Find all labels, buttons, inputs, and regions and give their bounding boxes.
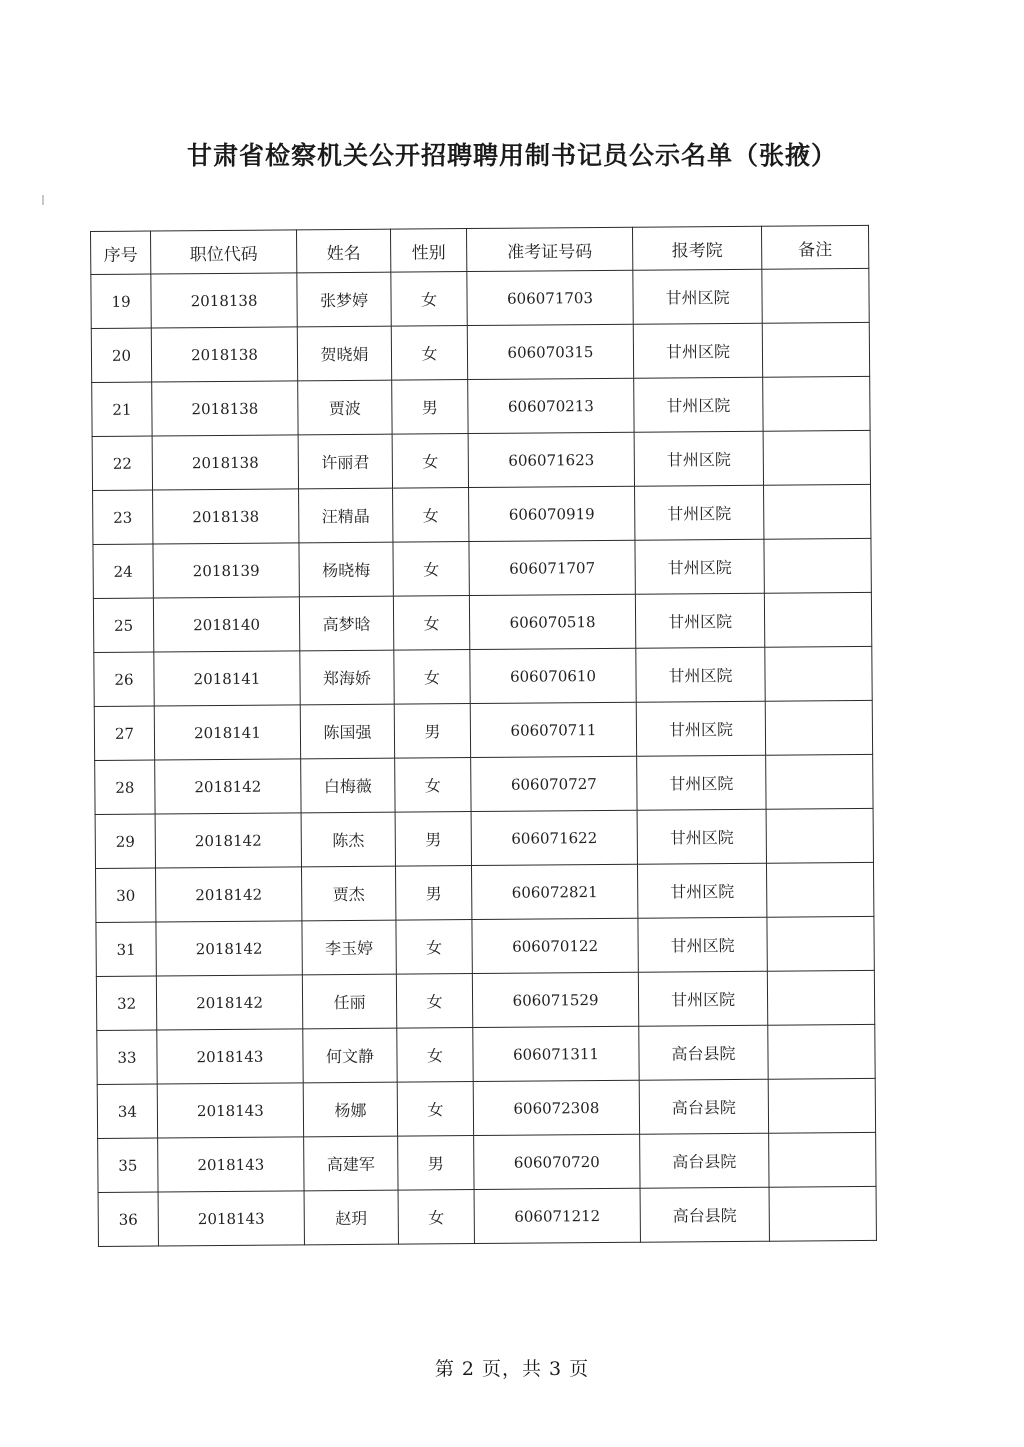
header-exam-id: 准考证号码: [466, 227, 632, 271]
cell-position-code: 2018142: [155, 759, 301, 814]
header-seq: 序号: [91, 231, 151, 274]
cell-position-code: 2018143: [157, 1083, 303, 1138]
cell-gender: 女: [391, 272, 467, 327]
cell-seq: 24: [93, 544, 153, 598]
table-row: [97, 1078, 875, 1138]
roster-table-container: [90, 225, 876, 1247]
table-row: [92, 376, 870, 436]
cell-name: 郑海娇: [300, 650, 394, 705]
cell-position-code: 2018138: [151, 327, 297, 382]
cell-seq: 23: [93, 490, 153, 544]
table-row: [98, 1132, 876, 1192]
cell-court: 甘州区院: [637, 863, 766, 918]
cell-remark: [768, 1024, 875, 1079]
cell-gender: 男: [392, 380, 468, 435]
cell-exam-id: 606070711: [470, 702, 636, 757]
cell-seq: 34: [97, 1084, 157, 1138]
table-row: [93, 484, 871, 544]
cell-position-code: 2018142: [155, 813, 301, 868]
cell-remark: [764, 592, 871, 647]
cell-exam-id: 606072308: [473, 1080, 639, 1135]
cell-remark: [769, 1132, 876, 1187]
cell-seq: 21: [92, 382, 152, 436]
page-number-footer: 第 2 页，共 3 页: [434, 1358, 590, 1380]
cell-seq: 35: [98, 1138, 158, 1192]
cell-gender: 男: [395, 866, 471, 921]
cell-gender: 女: [393, 542, 469, 597]
cell-position-code: 2018142: [156, 921, 302, 976]
cell-court: 高台县院: [640, 1187, 769, 1242]
scan-margin-mark: [42, 195, 44, 205]
cell-court: 甘州区院: [636, 647, 765, 702]
cell-court: 高台县院: [640, 1133, 769, 1188]
table-row: [95, 754, 873, 814]
cell-position-code: 2018138: [153, 489, 299, 544]
cell-court: 甘州区院: [633, 323, 762, 378]
cell-seq: 26: [94, 652, 154, 706]
cell-court: 甘州区院: [637, 809, 766, 864]
cell-exam-id: 606071212: [474, 1188, 640, 1243]
cell-gender: 女: [393, 596, 469, 651]
cell-court: 甘州区院: [637, 755, 766, 810]
cell-remark: [768, 1078, 875, 1133]
header-remark: 备注: [761, 225, 868, 269]
cell-exam-id: 606070122: [472, 918, 638, 973]
cell-remark: [762, 268, 869, 323]
cell-position-code: 2018142: [156, 867, 302, 922]
table-row: [93, 592, 871, 652]
cell-seq: 25: [93, 598, 153, 652]
cell-gender: 女: [396, 974, 472, 1029]
cell-name: 许丽君: [298, 434, 392, 489]
cell-seq: 31: [96, 922, 156, 976]
cell-court: 甘州区院: [633, 269, 762, 324]
cell-exam-id: 606071623: [468, 432, 634, 487]
cell-court: 高台县院: [639, 1025, 768, 1080]
cell-gender: 女: [397, 1082, 473, 1137]
cell-name: 任丽: [302, 974, 396, 1029]
cell-seq: 20: [91, 328, 151, 382]
table-row: [94, 700, 872, 760]
cell-exam-id: 606070518: [469, 594, 635, 649]
table-row: [96, 916, 874, 976]
cell-gender: 女: [393, 488, 469, 543]
cell-exam-id: 606071529: [472, 972, 638, 1027]
cell-remark: [766, 862, 873, 917]
header-court: 报考院: [632, 226, 761, 270]
cell-remark: [764, 538, 871, 593]
cell-name: 高梦晗: [299, 596, 393, 651]
cell-exam-id: 606070213: [468, 378, 634, 433]
table-body: [91, 268, 877, 1246]
cell-exam-id: 606071703: [467, 270, 633, 325]
table-row: [96, 862, 874, 922]
cell-exam-id: 606070919: [469, 486, 635, 541]
cell-court: 甘州区院: [635, 539, 764, 594]
cell-remark: [766, 808, 873, 863]
cell-seq: 33: [97, 1030, 157, 1084]
cell-gender: 女: [397, 1028, 473, 1083]
cell-remark: [762, 322, 869, 377]
cell-name: 汪精晶: [299, 488, 393, 543]
table-row: [94, 646, 872, 706]
cell-court: 高台县院: [639, 1079, 768, 1134]
cell-name: 李玉婷: [302, 920, 396, 975]
cell-gender: 女: [394, 650, 470, 705]
cell-seq: 27: [94, 706, 154, 760]
cell-name: 何文静: [303, 1028, 397, 1083]
cell-remark: [765, 646, 872, 701]
table-row: [92, 430, 870, 490]
table-row: [91, 322, 869, 382]
cell-court: 甘州区院: [634, 377, 763, 432]
cell-name: 贺晓娟: [297, 326, 391, 381]
cell-exam-id: 606071707: [469, 540, 635, 595]
cell-gender: 女: [391, 326, 467, 381]
header-position-code: 职位代码: [151, 230, 297, 274]
cell-remark: [765, 700, 872, 755]
cell-seq: 29: [95, 814, 155, 868]
cell-position-code: 2018139: [153, 543, 299, 598]
header-gender: 性别: [390, 229, 466, 273]
cell-court: 甘州区院: [638, 971, 767, 1026]
cell-gender: 女: [396, 920, 472, 975]
cell-gender: 男: [394, 704, 470, 759]
cell-remark: [763, 430, 870, 485]
cell-court: 甘州区院: [634, 431, 763, 486]
cell-name: 陈国强: [300, 704, 394, 759]
cell-position-code: 2018143: [158, 1137, 304, 1192]
cell-court: 甘州区院: [635, 485, 764, 540]
cell-remark: [769, 1186, 876, 1241]
table-row: [97, 1024, 875, 1084]
cell-position-code: 2018143: [157, 1029, 303, 1084]
cell-remark: [764, 484, 871, 539]
cell-seq: 22: [92, 436, 152, 490]
cell-position-code: 2018141: [154, 651, 300, 706]
cell-seq: 36: [98, 1192, 158, 1246]
cell-position-code: 2018138: [151, 273, 297, 328]
cell-court: 甘州区院: [636, 701, 765, 756]
table-row: [91, 268, 869, 328]
cell-name: 杨娜: [303, 1082, 397, 1137]
cell-remark: [766, 754, 873, 809]
cell-exam-id: 606070315: [467, 324, 633, 379]
cell-court: 甘州区院: [635, 593, 764, 648]
cell-exam-id: 606071311: [473, 1026, 639, 1081]
cell-gender: 男: [395, 812, 471, 867]
cell-seq: 30: [96, 868, 156, 922]
roster-table: [90, 225, 877, 1247]
cell-seq: 32: [96, 976, 156, 1030]
cell-court: 甘州区院: [638, 917, 767, 972]
table-row: [93, 538, 871, 598]
cell-position-code: 2018138: [152, 435, 298, 490]
cell-gender: 男: [398, 1136, 474, 1191]
cell-name: 白梅薇: [301, 758, 395, 813]
cell-name: 贾杰: [302, 866, 396, 921]
cell-gender: 女: [398, 1190, 474, 1245]
table-header-row: [91, 225, 869, 274]
cell-seq: 28: [95, 760, 155, 814]
cell-name: 贾波: [298, 380, 392, 435]
cell-position-code: 2018143: [158, 1191, 304, 1246]
cell-exam-id: 606071622: [471, 810, 637, 865]
table-row: [96, 970, 874, 1030]
header-name: 姓名: [296, 229, 390, 273]
cell-exam-id: 606070727: [471, 756, 637, 811]
table-row: [98, 1186, 876, 1246]
cell-exam-id: 606070610: [470, 648, 636, 703]
cell-exam-id: 606072821: [471, 864, 637, 919]
cell-remark: [767, 970, 874, 1025]
cell-position-code: 2018141: [154, 705, 300, 760]
cell-position-code: 2018142: [156, 975, 302, 1030]
table-row: [95, 808, 873, 868]
cell-name: 陈杰: [301, 812, 395, 867]
cell-position-code: 2018138: [152, 381, 298, 436]
document-title: 甘肃省检察机关公开招聘聘用制书记员公示名单（张掖）: [186, 141, 837, 170]
cell-remark: [767, 916, 874, 971]
cell-gender: 女: [392, 434, 468, 489]
cell-name: 杨晓梅: [299, 542, 393, 597]
cell-exam-id: 606070720: [474, 1134, 640, 1189]
cell-gender: 女: [395, 758, 471, 813]
cell-position-code: 2018140: [153, 597, 299, 652]
cell-name: 张梦婷: [297, 272, 391, 327]
cell-seq: 19: [91, 274, 151, 328]
cell-name: 赵玥: [304, 1190, 398, 1245]
cell-remark: [763, 376, 870, 431]
cell-name: 高建军: [304, 1136, 398, 1191]
